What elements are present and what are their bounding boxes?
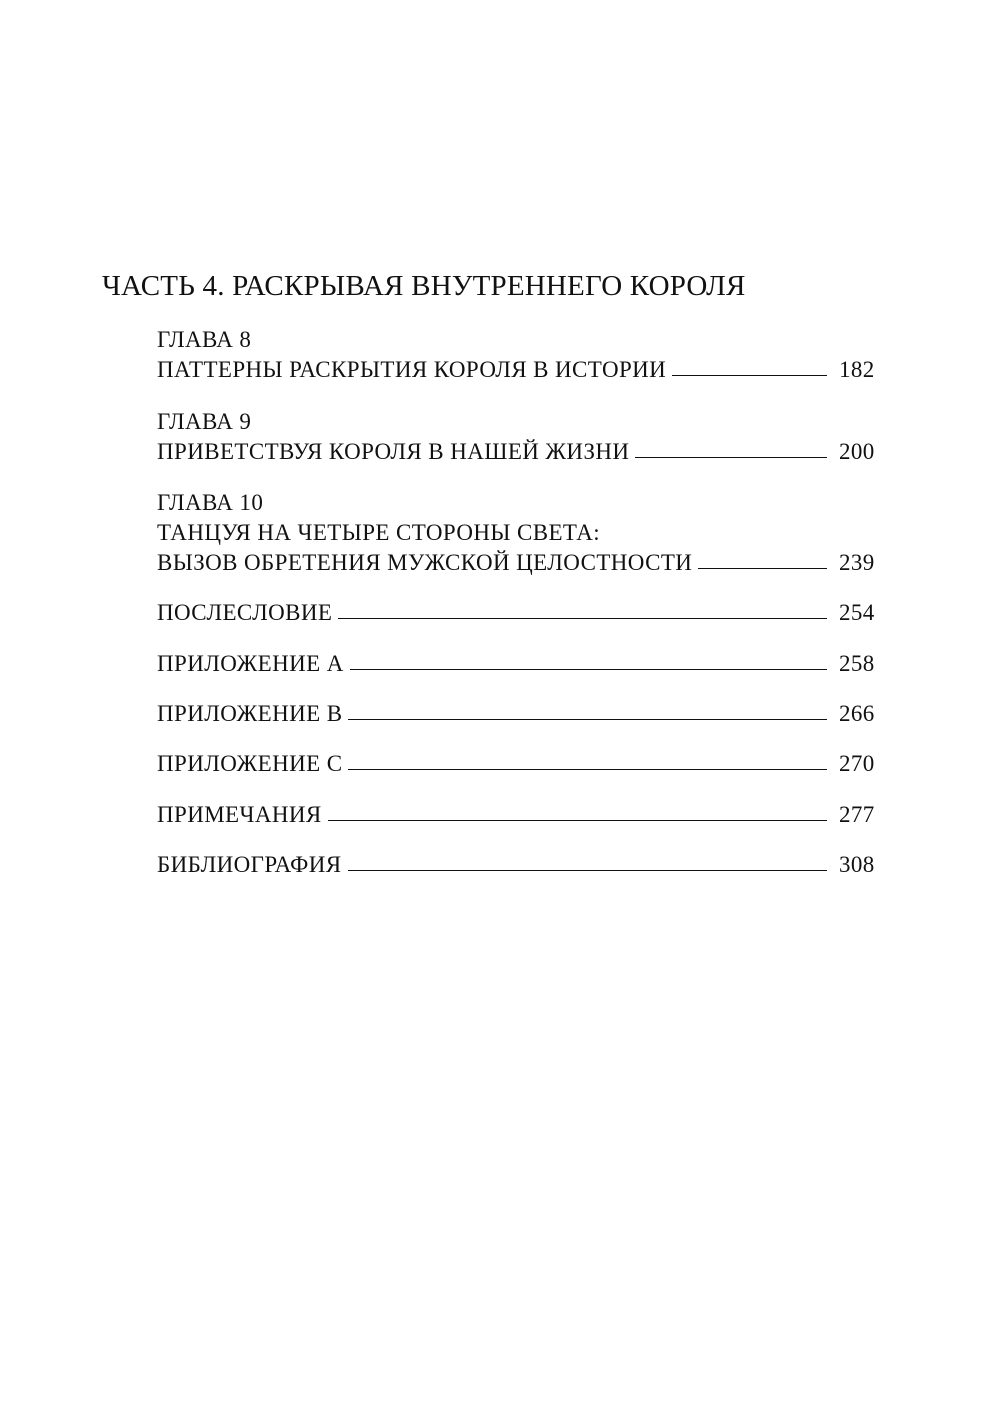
leader-line: [350, 649, 827, 670]
toc-entry-bibliography: [157, 850, 873, 880]
toc-row: [157, 548, 873, 578]
page-number: 200: [839, 439, 875, 464]
leader-line: [348, 850, 828, 871]
page-number: 277: [839, 802, 875, 827]
entry-title: ПРИЛОЖЕНИЕ B: [157, 701, 343, 726]
toc-entry-afterword: [157, 598, 873, 628]
entry-title: ПРИВЕТСТВУЯ КОРОЛЯ В НАШЕЙ ЖИЗНИ: [157, 439, 630, 464]
entry-title: ВЫЗОВ ОБРЕТЕНИЯ МУЖСКОЙ ЦЕЛОСТНОСТИ: [157, 550, 693, 575]
page-number: 270: [839, 751, 875, 776]
part-title: ЧАСТЬ 4. РАСКРЫВАЯ ВНУТРЕННЕГО КОРОЛЯ: [102, 270, 746, 302]
page-number: 258: [839, 651, 875, 676]
page-number: 308: [839, 852, 875, 877]
toc-entry-chapter-10: [157, 488, 873, 578]
toc-entry-appendix-c: [157, 749, 873, 779]
entry-title: БИБЛИОГРАФИЯ: [157, 852, 342, 877]
toc-row: [157, 355, 873, 385]
toc-row: [157, 437, 873, 467]
leader-line: [348, 749, 827, 770]
chapter-label: ГЛАВА 10: [157, 490, 264, 515]
page-number: 182: [839, 357, 875, 382]
entry-title: ПОСЛЕСЛОВИЕ: [157, 600, 333, 625]
page-number: 239: [839, 550, 875, 575]
entry-title: ПРИЛОЖЕНИЕ C: [157, 751, 343, 776]
toc-row: [157, 800, 873, 830]
leader-line: [348, 699, 827, 720]
leader-line: [635, 437, 827, 458]
entry-title: ПРИМЕЧАНИЯ: [157, 802, 322, 827]
toc-entry-appendix-a: [157, 649, 873, 679]
page-number: 266: [839, 701, 875, 726]
toc-entry-notes: [157, 800, 873, 830]
toc-row: [157, 850, 873, 880]
page-number: 254: [839, 600, 875, 625]
leader-line: [672, 355, 827, 376]
leader-line: [698, 548, 827, 569]
leader-line: [328, 800, 827, 821]
chapter-label: ГЛАВА 9: [157, 409, 252, 434]
toc-entry-chapter-8: [157, 325, 873, 385]
toc-row: [157, 598, 873, 628]
toc-row: [157, 699, 873, 729]
chapter-label: ГЛАВА 8: [157, 327, 252, 352]
toc-entry-chapter-9: [157, 407, 873, 467]
entry-title: ПРИЛОЖЕНИЕ А: [157, 651, 344, 676]
leader-line: [338, 598, 827, 619]
toc-entry-appendix-b: [157, 699, 873, 729]
toc-row: [157, 749, 873, 779]
entry-title: ПАТТЕРНЫ РАСКРЫТИЯ КОРОЛЯ В ИСТОРИИ: [157, 357, 667, 382]
entry-title-line: ТАНЦУЯ НА ЧЕТЫРЕ СТОРОНЫ СВЕТА:: [157, 520, 601, 545]
toc-row: [157, 649, 873, 679]
